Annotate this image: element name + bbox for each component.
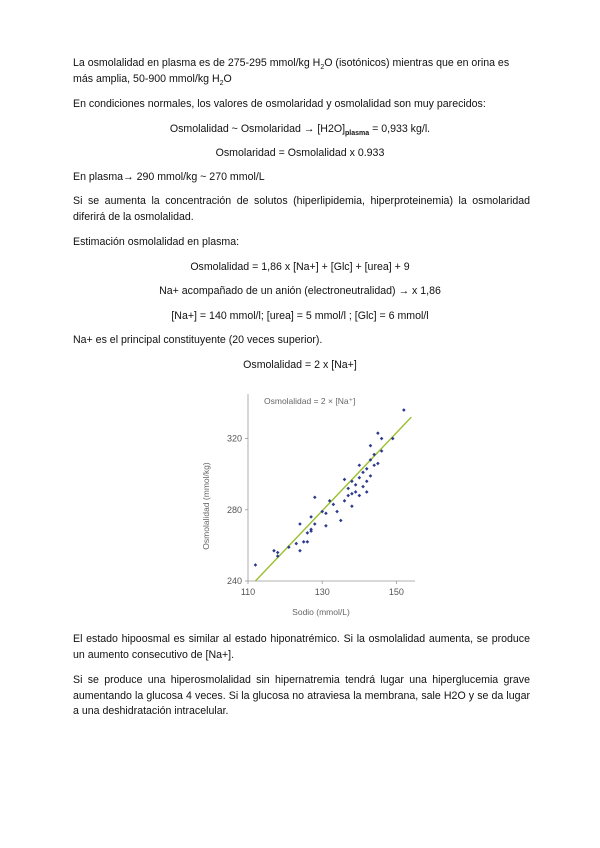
y-tick-label: 280 [226, 504, 242, 515]
paragraph-normal-conditions: En condiciones normales, los valores de osmolaridad y osmolalidad son muy parecidos: [73, 98, 486, 110]
x-axis-label: Sodio (mmol/L) [292, 607, 350, 617]
equation-anion: Na+ acompañado de un anión (electroneutralidad) → x 1,86 [159, 285, 441, 297]
paragraph-osmolality-range: La osmolalidad en plasma es de 275-295 mmol/kg $H_2O$ (isotónicos) mientras que en orina es más amplia, 50-900 mmol/kg $H_2O$ [73, 57, 510, 87]
x-tick-label: 150 [388, 587, 404, 597]
paragraph-hyperosmolality: Si se produce una hiperosmolalidad sin hipernatremia tendrá lugar una hiperglucemia grave aumentando la glucosa 4 veces. Si la glucosa no atraviesa la membrana, sale H2O y se da lugar a una deshidratación intracelular. [73, 674, 530, 717]
paragraph-plasma-values: En plasma→ 290 mmol/kg ~ 270 mmol/L [73, 171, 265, 183]
chart-svg [198, 388, 420, 620]
x-tick-label: 110 [240, 587, 256, 597]
paragraph-estimation-heading: Estimación osmolalidad en plasma: [73, 236, 240, 248]
chart-title: Osmolalidad = 2 × [Na⁺] [264, 396, 356, 406]
equation-estimation: Osmolalidad = 1,86 x [Na+] + [Glc] + [urea] + 9 [190, 261, 410, 273]
equation-concentrations: [Na+] = 140 mmol/l; [urea] = 5 mmol/l ; [Glc] = 6 mmol/l [171, 310, 429, 322]
y-axis-label: Osmolalidad (mmol/kg) [201, 462, 211, 550]
plot-area [248, 394, 415, 581]
equation-osmolarity: Osmolaridad = Osmolalidad x 0.933 [215, 147, 385, 159]
paragraph-hypoosmal: El estado hipoosmal es similar al estado hiponatrémico. Si la osmolalidad aumenta, se produce un aumento consecutivo de [Na+]. [73, 633, 530, 661]
paragraph-na-constituent: Na+ es el principal constituyente (20 veces superior). [73, 334, 323, 346]
osmolality-scatter-chart [198, 388, 420, 623]
equation-osmolality-osmolarity: Osmolalidad ~ Osmolaridad → $[H2O]_{plasma} = 0,933$ kg/l. [169, 123, 431, 138]
paragraph-solutes: Si se aumenta la concentración de solutos (hiperlipidemia, hiperproteinemia) la osmolaridad diferirá de la osmolalidad. [73, 195, 530, 223]
y-tick-label: 320 [226, 433, 242, 444]
y-tick-label: 240 [226, 576, 242, 586]
equation-simplified: Osmolalidad = 2 x [Na+] [243, 359, 357, 371]
x-tick-label: 130 [314, 587, 330, 597]
